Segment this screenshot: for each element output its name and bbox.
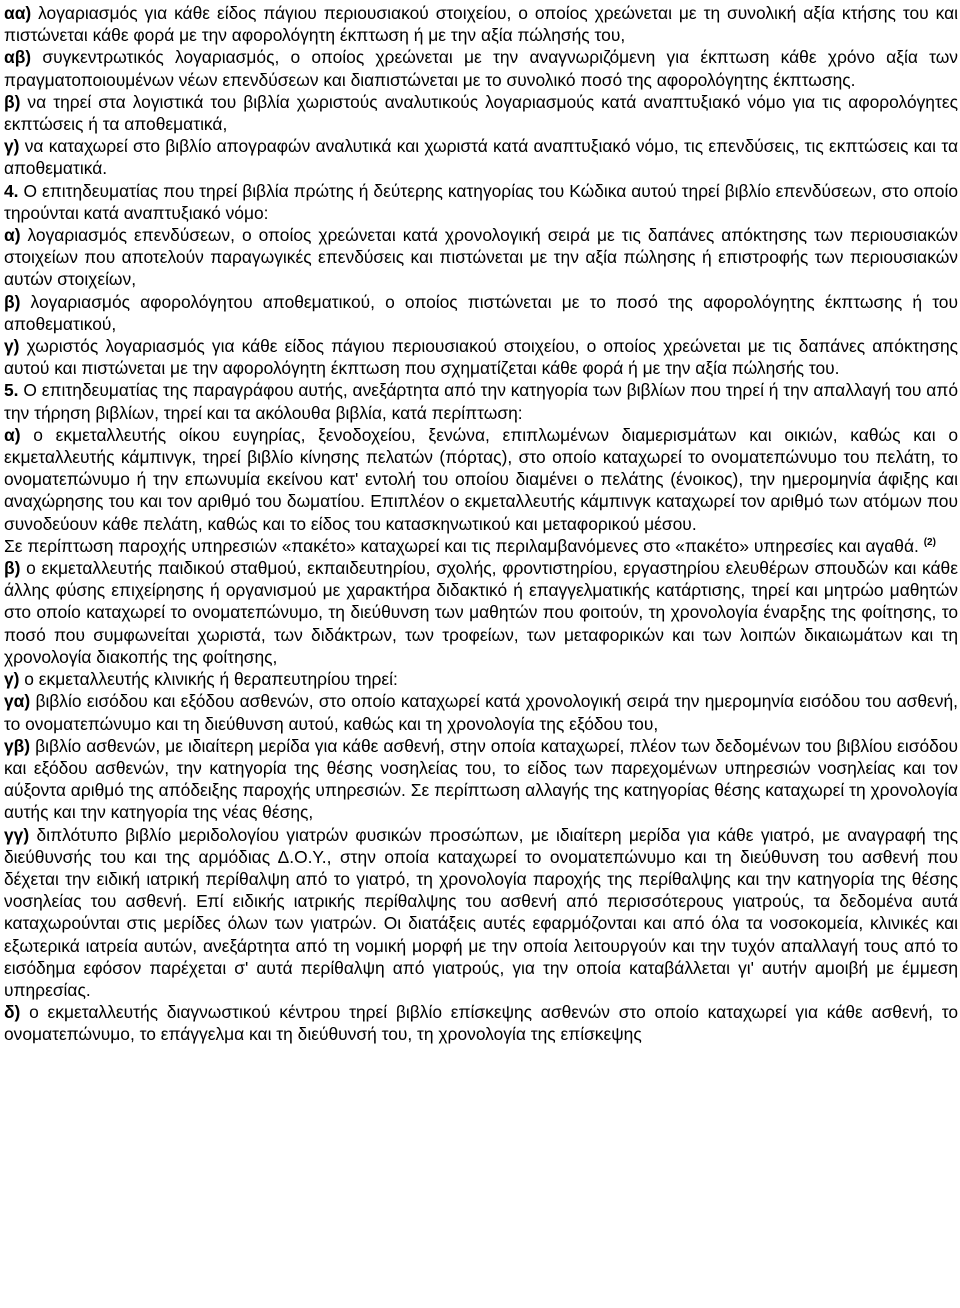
paragraph-text: λογαριασμός αφορολόγητου αποθεματικού, ο οποίος πιστώνεται με το ποσό της αφορολόγητης έκπτωσης ή του αποθεματικού, (4, 291, 958, 334)
paragraph-label: γβ) (4, 735, 31, 756)
paragraph-d (4, 1001, 958, 1045)
section-number: 5. (4, 380, 19, 401)
paragraph-text: βιβλίο ασθενών, με ιδιαίτερη μερίδα για κάθε ασθενή, στην οποία καταχωρεί, πλέον των δεδομένων του βιβλίου εισόδου και εξόδου ασθενών, την κατηγορία της θέσης νοσηλείας του, το είδος των παρεχομένων υπηρεσιών νοσηλείας και τον αύξοντα αριθμό της απόδειξης παροχής υπηρεσιών. Σε περίπτωση αλλαγής της κατηγορίας θέσης καταχωρεί τη χρονολογία αυτής και την κατηγορία της νέας θέσης, (4, 735, 958, 823)
footnote-reference[interactable]: (2) (923, 537, 936, 549)
paragraph-gg (4, 824, 958, 1002)
paragraph-text: βιβλίο εισόδου και εξόδου ασθενών, στο οποίο καταχωρεί κατά χρονολογική σειρά την ημερομηνία εισόδου του ασθενή, το ονοματεπώνυμο και τη διεύθυνση αυτού, καθώς και τη χρονολογία της εξόδου του, (4, 691, 958, 734)
paragraph-label: γγ) (4, 824, 30, 845)
paragraph-4b (4, 291, 958, 335)
paragraph-5g (4, 668, 958, 690)
paragraph-label: β) (4, 558, 21, 579)
paragraph-label: γ) (4, 136, 20, 157)
paragraph-text: συγκεντρωτικός λογαριασμός, ο οποίος χρεώνεται με την αναγνωριζόμενη για έκπτωση κάθε χρόνο αξία των πραγματοποιουμένων νέων επενδύσεων και διαπιστώνεται με το συνολικό ποσό της αφορολόγητης έκπτωσης. (4, 47, 958, 90)
paragraph-4g (4, 335, 958, 379)
paragraph-text: ο εκμεταλλευτής κλινικής ή θεραπευτηρίου τηρεί: (19, 669, 398, 690)
paragraph-label: αα) (4, 3, 32, 23)
paragraph-package-services (4, 535, 958, 557)
paragraph-text: Ο επιτηδευματίας που τηρεί βιβλία πρώτης ή δεύτερης κατηγορίας του Κώδικα αυτού τηρεί βιβλίο επενδύσεων, στο οποίο τηρούνται κατά αναπτυξιακό νόμο: (4, 180, 958, 223)
paragraph-g (4, 135, 958, 179)
section-number: 4. (4, 180, 19, 201)
paragraph-text: ο εκμεταλλευτής διαγνωστικού κέντρου τηρεί βιβλίο επίσκεψης ασθενών στο οποίο καταχωρεί για κάθε ασθενή, το ονοματεπώνυμο, το επάγγελμα και τη διεύθυνσή του, τη χρονολογία της επίσκεψης (4, 1002, 958, 1045)
paragraph-aa (4, 2, 958, 46)
paragraph-4a (4, 224, 958, 291)
section-4 (4, 180, 958, 224)
paragraph-text: ο εκμεταλλευτής παιδικού σταθμού, εκπαιδευτηρίου, σχολής, φροντιστηρίου, εργαστηρίου ελευθέρων σπουδών και κάθε άλλης φύσης επιχείρησης ή οργανισμού με χαρακτήρα διδακτικό ή επαγγελματικής κατάρτισης, τηρεί και μητρώο μαθητών στο οποίο καταχωρεί το ονοματεπώνυμο, τη διεύθυνση των μαθητών που φοιτούν, τη χρονολογία έναρξης της φοίτησης, το ποσό που συμφωνείται χωριστά, των διδάκτρων, των τροφείων, των μεταφορικών και των λοιπών δικαιωμάτων και τη χρονολογία διακοπής της φοίτησης, (4, 558, 958, 667)
paragraph-label: α) (4, 225, 21, 246)
paragraph-ab (4, 46, 958, 90)
paragraph-text: Ο επιτηδευματίας της παραγράφου αυτής, ανεξάρτητα από την κατηγορία των βιβλίων που τηρεί ή την απαλλαγή του από την τήρηση βιβλίων, τηρεί και τα ακόλουθα βιβλία, κατά περίπτωση: (4, 380, 958, 423)
paragraph-label: γ) (4, 336, 20, 357)
paragraph-text: ο εκμεταλλευτής οίκου ευγηρίας, ξενοδοχείου, ξενώνα, επιπλωμένων διαμερισμάτων και οικιών, καθώς και ο εκμεταλλευτής κάμπινγκ, τηρεί βιβλίο κίνησης πελατών (πόρτας), στο οποίο καταχωρεί το ονοματεπώνυμο του πελάτη, το ονοματεπώνυμο ή την επωνυμία εκείνου κατ' εντολή του οποίου διαμένει ο πελάτης (ένοικος), την ημερομηνία άφιξης και αναχώρησης του και τον αριθμό του δωματίου. Επιπλέον ο εκμεταλλευτής κάμπινγκ καταχωρεί τον αριθμό των ατόμων που συνοδεύουν κάθε πελάτη, καθώς και το είδος του κατασκηνωτικού και μεταφορικού μέσου. (4, 424, 958, 534)
paragraph-label: γ) (4, 669, 20, 690)
paragraph-text: να καταχωρεί στο βιβλίο απογραφών αναλυτικά και χωριστά κατά αναπτυξιακό νόμο, τις επενδύσεις, τις εκπτώσεις και τα αποθεματικά. (4, 136, 958, 179)
paragraph-label: γα) (4, 691, 31, 712)
paragraph-label: α) (4, 424, 21, 445)
paragraph-label: δ) (4, 1002, 21, 1023)
paragraph-ga (4, 690, 958, 734)
paragraph-text: διπλότυπο βιβλίο μεριδολογίου γιατρών φυσικών προσώπων, με ιδιαίτερη μερίδα για κάθε γιατρό, με αναγραφή της διεύθυνσής του και της αρμόδιας Δ.Ο.Υ., στην οποία καταχωρεί το ονοματεπώνυμο και τη διεύθυνση του ασθενή που δέχεται την ειδική ιατρική περίθαλψη από το γιατρό, τη χρονολογία παροχής της περίθαλψης και την κατηγορία της θέσης νοσηλείας του ασθενή. Επί ειδικής ιατρικής περίθαλψης του ασθενή από περισσότερους γιατρούς, τα δεδομένα αυτά καταχωρούνται στις μερίδες όλων των γιατρών. Οι διατάξεις αυτές εφαρμόζονται και από όλα τα νοσοκομεία, κλινικές και εξωτερικά ιατρεία αυτών, ανεξάρτητα από τη νομική μορφή με την οποία λειτουργούν και την τυχόν απαλλαγή τους από το εισόδημα εφόσον παρέχεται σ' αυτά περίθαλψη από γιατρούς, για την οποία καταβάλλεται γι' αυτήν αμοιβή με έμμεση υπηρεσίας. (4, 824, 958, 1000)
paragraph-label: αβ) (4, 47, 32, 68)
paragraph-5b (4, 557, 958, 668)
paragraph-label: β) (4, 91, 21, 112)
paragraph-text: λογαριασμός επενδύσεων, ο οποίος χρεώνεται κατά χρονολογική σειρά με τις δαπάνες απόκτησης των περιουσιακών στοιχείων που αποτελούν παραγωγικές επενδύσεις και πιστώνεται με την αξία πώλησης ή επιστροφής των περιουσιακών αυτών στοιχείων, (4, 225, 958, 290)
paragraph-5a (4, 424, 958, 535)
paragraph-text: λογαριασμός για κάθε είδος πάγιου περιουσιακού στοιχείου, ο οποίος χρεώνεται με τη συνολική αξία κτήσης του και πιστώνεται κάθε φορά με την αφορολόγητη έκπτωση ή με την αξία πώλησής του, (4, 3, 958, 46)
paragraph-gb (4, 735, 958, 824)
paragraph-label: β) (4, 291, 21, 312)
paragraph-text: να τηρεί στα λογιστικά του βιβλία χωριστούς αναλυτικούς λογαριασμούς κατά αναπτυξιακό νόμο για τις αφορολόγητες εκπτώσεις ή τα αποθεματικά, (4, 91, 958, 135)
paragraph-text: χωριστός λογαριασμός για κάθε είδος πάγιου περιουσιακού στοιχείου, ο οποίος χρεώνεται με τις δαπάνες απόκτησης αυτού και πιστώνεται με την αφορολόγητη έκπτωση που σχηματίζεται κάθε φορά ή με την αξία πώλησής του. (4, 336, 958, 379)
paragraph-b (4, 91, 958, 135)
paragraph-text: Σε περίπτωση παροχής υπηρεσιών «πακέτο» καταχωρεί και τις περιλαμβανόμενες στο «πακέτο» υπηρεσίες και αγαθά. (4, 535, 924, 556)
section-5 (4, 379, 958, 423)
